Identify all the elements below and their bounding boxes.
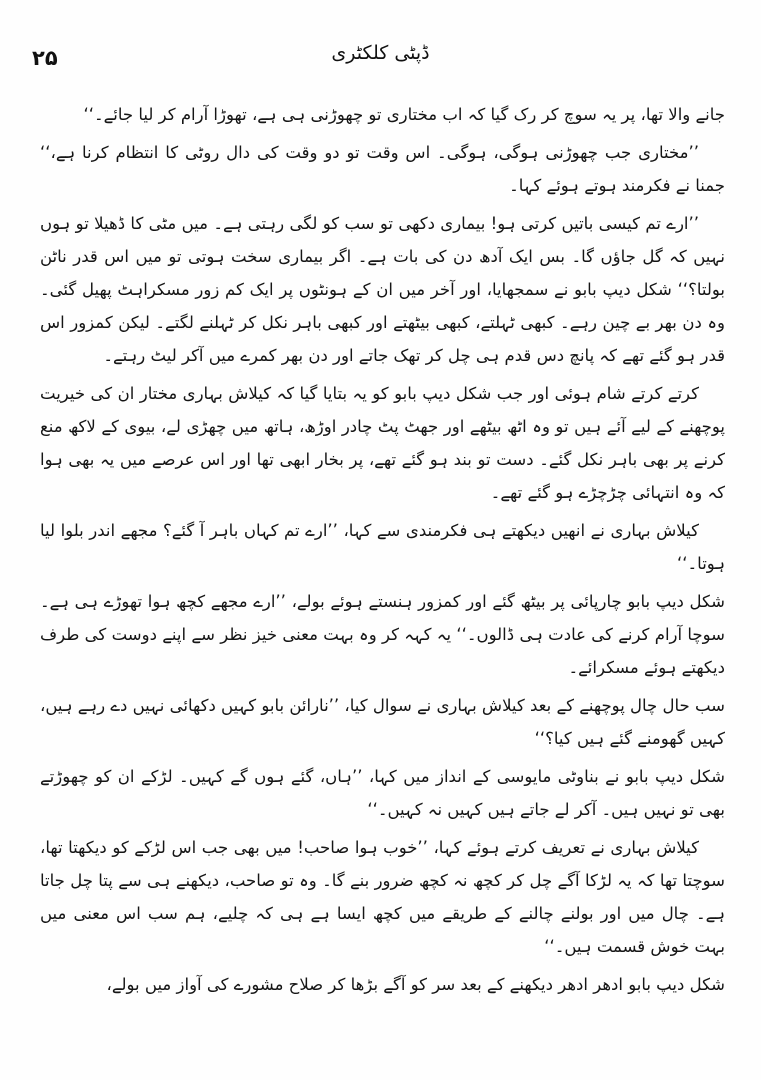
paragraph: شکل دیپ بابو ادھر ادھر دیکھنے کے بعد سر کو آگے بڑھا کر صلاح مشورے کی آواز میں بولے، [106, 975, 725, 994]
page-header [30, 40, 731, 80]
paragraph: شکل دیپ بابو چارپائی پر بیٹھ گئے اور کمزور ہنستے ہوئے بولے، ’’ارے مجھے کچھ ہوا تھوڑے ہی ہے۔ سوچا آرام کرنے کی عادت ہی ڈالوں۔‘‘ یہ کہہ کر وہ بہت معنی خیز نظر سے اپنے دوست کی طرف دیکھتے ہوئے مسکرائے۔ [40, 592, 725, 677]
paragraph: شکل دیپ بابو نے بناوٹی مایوسی کے انداز میں کہا، ’’ہاں، گئے ہوں گے کہیں۔ لڑکے ان کو چھوڑتے بھی تو نہیں ہیں۔ آکر لے جاتے ہیں کہیں نہ کہیں۔‘‘ [40, 767, 725, 819]
body-text [40, 98, 725, 1006]
page-number: ۲۵ [32, 46, 58, 70]
paragraph: سب حال چال پوچھنے کے بعد کیلاش بہاری نے سوال کیا، ’’نارائن بابو کہیں دکھائی نہیں دے رہے ہیں، کہیں گھومنے گئے ہیں کیا؟‘‘ [40, 696, 725, 748]
paragraph: کیلاش بہاری نے تعریف کرتے ہوئے کہا، ’’خوب ہوا صاحب! میں بھی جب اس لڑکے کو دیکھتا تھا، سوچتا تھا کہ یہ لڑکا آگے چل کر کچھ نہ کچھ ضرور بنے گا۔ وہ تو صاحب، دیکھنے ہی سے پتا چل جاتا ہے۔ چال میں اور بولنے چالنے کے طریقے میں کچھ ایسا ہے ہی کہ چلیے، ہم سب اس معنی میں بہت خوش قسمت ہیں۔‘‘ [40, 838, 725, 956]
paragraph: جانے والا تھا، پر یہ سوچ کر رک گیا کہ اب مختاری تو چھوڑنی ہی ہے، تھوڑا آرام کر لیا جائے۔‘‘ [83, 105, 725, 124]
paragraph: کرتے کرتے شام ہوئی اور جب شکل دیپ بابو کو یہ بتایا گیا کہ کیلاش بہاری مختار ان کی خیریت پوچھنے کے لیے آئے ہیں تو وہ اٹھ بیٹھے اور جھٹ پٹ چادر اوڑھ، ہاتھ میں چھڑی لے، بیوی کے لاکھ منع کرنے پر بھی باہر نکل گئے۔ دست تو بند ہو گئے تھے، پر بخار ابھی تھا اور اس عرصے میں یہ بھی ہوا کہ وہ انتہائی چڑچڑے ہو گئے تھے۔ [40, 384, 725, 502]
paragraph: ’’ارے تم کیسی باتیں کرتی ہو! بیماری دکھی تو سب کو لگی رہتی ہے۔ میں مٹی کا ڈھیلا تو ہوں نہیں کہ گل جاؤں گا۔ بس ایک آدھ دن کی بات ہے۔ اگر بیماری سخت ہوتی تو میں اس قدر ناٹن بولتا؟‘‘ شکل دیپ بابو نے سمجھایا، اور آخر میں ان کے ہونٹوں پر ایک کم زور مسکراہٹ پھیل گئی۔ وہ دن بھر بے چین رہے۔ کبھی ٹہلتے، کبھی بیٹھتے اور کبھی باہر نکل کر ٹہلنے لگتے۔ لیکن کمزور اس قدر ہو گئے تھے کہ پانچ دس قدم ہی چل کر تھک جاتے اور دن بھر کمرے میں آکر لیٹ رہتے۔ [40, 214, 725, 365]
paragraph: کیلاش بہاری نے انھیں دیکھتے ہی فکرمندی سے کہا، ’’ارے تم کہاں باہر آ گئے؟ مجھے اندر بلوا لیا ہوتا۔‘‘ [40, 521, 725, 573]
paragraph: ’’مختاری جب چھوڑنی ہوگی، ہوگی۔ اس وقت تو دو وقت کی دال روٹی کا انتظام کرنا ہے،‘‘ جمنا نے فکرمند ہوتے ہوئے کہا۔ [40, 143, 725, 195]
running-title: ڈپٹی کلکٹری [331, 42, 430, 64]
